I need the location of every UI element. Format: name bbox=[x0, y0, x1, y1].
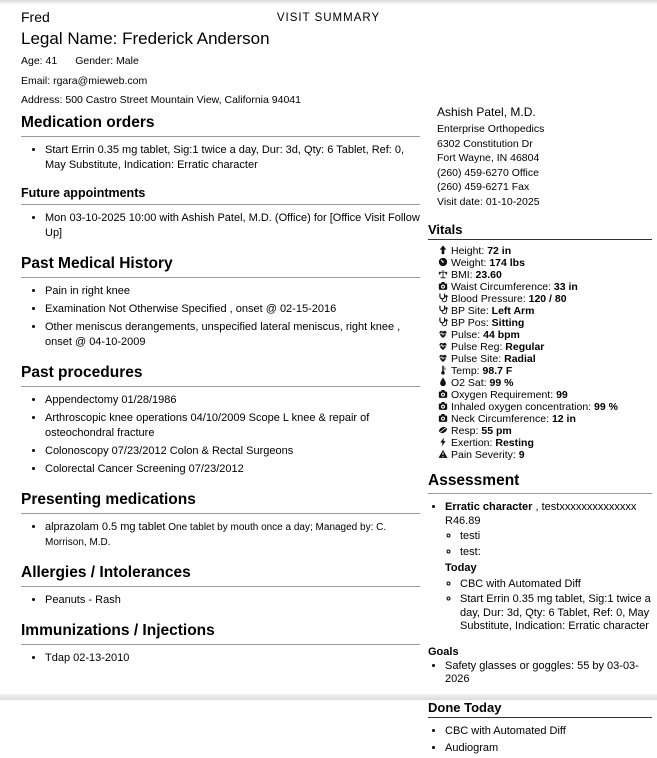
stethoscope-icon bbox=[437, 317, 449, 329]
vital-value: 120 / 80 bbox=[528, 293, 567, 305]
section-heading: Presenting medications bbox=[21, 491, 420, 514]
vital-label: Oxygen Requirement: bbox=[451, 389, 557, 401]
list-item: • Peanuts - Rash bbox=[45, 593, 420, 608]
list-item: • Arthroscopic knee operations 04/10/2009 Scope L knee & repair of osteochondral fracture bbox=[45, 411, 420, 441]
provider-line: 6302 Constitution Dr bbox=[437, 137, 533, 150]
section bbox=[21, 114, 420, 173]
vital-value: 44 bpm bbox=[483, 329, 520, 341]
vital-label: Resp: bbox=[451, 425, 482, 437]
section-bullet-list bbox=[21, 393, 420, 477]
weight-scale-icon bbox=[437, 257, 449, 269]
measure-gauge-icon bbox=[437, 401, 449, 413]
bmi-balance-icon bbox=[437, 269, 449, 281]
bolt-icon bbox=[437, 437, 449, 449]
vital-row bbox=[437, 317, 652, 329]
section-heading: Medication orders bbox=[21, 114, 420, 137]
vital-row bbox=[437, 341, 652, 353]
section-heading: Allergies / Intolerances bbox=[21, 564, 420, 587]
stethoscope-icon bbox=[437, 293, 449, 305]
vital-value: 98.7 F bbox=[482, 365, 513, 377]
provider-line: Visit date: 01-10-2025 bbox=[437, 195, 540, 208]
assessment-list bbox=[428, 501, 652, 634]
section-heading: Future appointments bbox=[21, 186, 420, 205]
assessment-today-item: ◦ CBC with Automated Diff bbox=[460, 578, 652, 592]
vital-row bbox=[437, 389, 652, 401]
vitals-heading: Vitals bbox=[428, 222, 652, 240]
goals-heading: Goals bbox=[428, 645, 459, 658]
section bbox=[21, 364, 420, 477]
report-title: VISIT SUMMARY bbox=[276, 12, 381, 24]
section bbox=[21, 622, 420, 666]
left-column bbox=[21, 114, 420, 669]
provider-line: (260) 459-6271 Fax bbox=[437, 181, 530, 193]
list-item: • Examination Not Otherwise Specified , onset @ 02-15-2016 bbox=[45, 302, 420, 317]
vital-row bbox=[437, 281, 652, 293]
provider-lines bbox=[437, 122, 652, 209]
assessment-sub-item: ◦ testi bbox=[460, 530, 652, 544]
vital-row bbox=[437, 245, 652, 257]
vital-value: 23.60 bbox=[475, 269, 502, 281]
provider-line: Enterprise Orthopedics bbox=[437, 123, 545, 135]
vital-value: 33 in bbox=[553, 281, 578, 293]
height-arrow-up-icon bbox=[437, 245, 449, 257]
assessment-diagnosis: Erratic character bbox=[445, 501, 533, 513]
measure-gauge-icon bbox=[437, 413, 449, 425]
stethoscope-icon bbox=[437, 305, 449, 317]
vitals-list bbox=[428, 245, 652, 461]
vital-row bbox=[437, 413, 652, 425]
vital-value: 99 % bbox=[594, 401, 618, 413]
assessment-diagnosis-detail: , testxxxxxxxxxxxxxx R46.89 bbox=[445, 501, 637, 527]
section-bullet-list bbox=[21, 211, 420, 241]
list-item-detail: One tablet by mouth once a day; Managed by: C. Morrison, M.D. bbox=[45, 522, 387, 548]
patient-header bbox=[21, 8, 421, 109]
vital-value: 55 pm bbox=[481, 425, 512, 437]
section-bullet-list bbox=[21, 593, 420, 608]
list-item: • Tdap 02-13-2010 bbox=[45, 651, 420, 666]
thermometer-icon bbox=[437, 365, 449, 377]
assessment-sub-item: ◦ test: bbox=[460, 546, 652, 560]
right-column bbox=[428, 104, 652, 758]
done-today-item: • CBC with Automated Diff bbox=[445, 724, 652, 739]
vital-row bbox=[437, 305, 652, 317]
droplet-icon bbox=[437, 377, 449, 389]
list-item: • Appendectomy 01/28/1986 bbox=[45, 393, 420, 408]
vital-row bbox=[437, 257, 652, 269]
vital-label: Weight: bbox=[451, 257, 490, 269]
provider-block bbox=[428, 104, 652, 209]
heart-pulse-icon bbox=[437, 329, 449, 341]
vital-row bbox=[437, 269, 652, 281]
vital-label: Height: bbox=[451, 245, 488, 257]
section-bullet-list bbox=[21, 520, 420, 550]
vital-label: Pain Severity: bbox=[451, 449, 519, 461]
section-bullet-list bbox=[21, 651, 420, 666]
vital-row bbox=[437, 353, 652, 365]
section-bullet-list bbox=[21, 284, 420, 350]
vital-label: Blood Pressure: bbox=[451, 293, 529, 305]
vital-value: 99 bbox=[556, 389, 568, 401]
vital-label: BMI: bbox=[451, 269, 476, 281]
assessment-today-label: Today bbox=[445, 562, 477, 574]
vital-value: 174 lbs bbox=[489, 257, 525, 269]
patient-email: Email: rgara@mieweb.com bbox=[21, 74, 148, 87]
vital-label: Pulse: bbox=[451, 329, 484, 341]
vital-label: Temp: bbox=[451, 365, 483, 377]
provider-line: (260) 459-6270 Office bbox=[437, 166, 539, 179]
vital-value: Regular bbox=[505, 341, 545, 353]
list-item: • Colonoscopy 07/23/2012 Colon & Rectal Surgeons bbox=[45, 444, 420, 459]
measure-gauge-icon bbox=[437, 281, 449, 293]
vital-row bbox=[437, 437, 652, 449]
patient-address: Address: 500 Castro Street Mountain View, California 94041 bbox=[21, 94, 301, 106]
vital-value: Resting bbox=[495, 437, 534, 449]
list-item: • Other meniscus derangements, unspecified lateral meniscus, right knee , onset @ 04-10-2009 bbox=[45, 320, 420, 350]
vital-value: Radial bbox=[504, 353, 536, 365]
patient-legal-name: Legal Name: Frederick Anderson bbox=[21, 29, 270, 48]
resp-fan-icon bbox=[437, 425, 449, 437]
vital-label: Waist Circumference: bbox=[451, 281, 554, 293]
vital-label: Neck Circumference: bbox=[451, 413, 552, 425]
vital-value: 72 in bbox=[487, 245, 512, 257]
vital-row bbox=[437, 365, 652, 377]
vital-row bbox=[437, 377, 652, 389]
vital-row bbox=[437, 401, 652, 413]
provider-line: Fort Wayne, IN 46804 bbox=[437, 152, 540, 164]
patient-age: Age: 41 bbox=[21, 55, 58, 67]
patient-first-name: Fred bbox=[21, 9, 50, 25]
vital-label: BP Site: bbox=[451, 305, 492, 317]
vital-row bbox=[437, 329, 652, 341]
vital-label: Pulse Reg: bbox=[451, 341, 506, 353]
list-item: • Colorectal Cancer Screening 07/23/2012 bbox=[45, 462, 420, 477]
warning-triangle-icon bbox=[437, 449, 449, 461]
page-top-fade bbox=[0, 0, 657, 5]
list-item: • Mon 03-10-2025 10:00 with Ashish Patel, M.D. (Office) for [Office Visit Follow Up] bbox=[45, 211, 420, 241]
vital-value: 99 % bbox=[489, 377, 514, 389]
section-heading: Past Medical History bbox=[21, 255, 420, 278]
assessment-today-item: ◦ Start Errin 0.35 mg tablet, Sig:1 twice a day, Dur: 3d, Qty: 6 Tablet, Ref: 0, May Substitute, Indication: Erratic character bbox=[460, 593, 652, 634]
heart-pulse-icon bbox=[437, 353, 449, 365]
section bbox=[21, 491, 420, 550]
section bbox=[21, 255, 420, 350]
section bbox=[21, 564, 420, 608]
goal-item: • Safety glasses or goggles: 55 by 03-03-2026 bbox=[445, 660, 652, 687]
vital-label: Exertion: bbox=[451, 437, 496, 449]
list-item: • alprazolam 0.5 mg tablet One tablet by mouth once a day; Managed by: C. Morrison, M.D. bbox=[45, 520, 420, 550]
vital-value: 12 in bbox=[551, 413, 576, 425]
vital-label: BP Pos: bbox=[451, 317, 492, 329]
vital-label: O2 Sat: bbox=[451, 377, 490, 389]
vital-value: Left Arm bbox=[491, 305, 535, 317]
section bbox=[21, 186, 420, 241]
done-today-list bbox=[428, 724, 652, 756]
assessment-item bbox=[445, 501, 652, 634]
patient-gender: Gender: Male bbox=[75, 55, 139, 67]
assessment-heading: Assessment bbox=[428, 472, 652, 494]
vital-row bbox=[437, 449, 652, 461]
done-today-item: • Audiogram bbox=[445, 741, 652, 756]
section-bullet-list bbox=[21, 143, 420, 173]
heart-pulse-icon bbox=[437, 341, 449, 353]
vital-row bbox=[437, 293, 652, 305]
list-item: • Pain in right knee bbox=[45, 284, 420, 299]
goals-list bbox=[428, 660, 652, 687]
section-heading: Past procedures bbox=[21, 364, 420, 387]
vital-label: Pulse Site: bbox=[451, 353, 505, 365]
measure-gauge-icon bbox=[437, 389, 449, 401]
vital-label: Inhaled oxygen concentration: bbox=[451, 401, 595, 413]
vital-value: 9 bbox=[518, 449, 525, 461]
vital-row bbox=[437, 425, 652, 437]
assessment-today-list bbox=[445, 578, 652, 634]
done-today-heading: Done Today bbox=[428, 700, 652, 718]
list-item: • Start Errin 0.35 mg tablet, Sig:1 twice a day, Dur: 3d, Qty: 6 Tablet, Ref: 0, May Substitute, Indication: Erratic character bbox=[45, 143, 420, 173]
patient-demographics bbox=[21, 54, 421, 70]
page-bottom-bar bbox=[0, 694, 657, 700]
provider-name: Ashish Patel, M.D. bbox=[437, 105, 536, 119]
vital-value: Sitting bbox=[491, 317, 525, 329]
assessment-sub-list bbox=[445, 530, 652, 559]
section-heading: Immunizations / Injections bbox=[21, 622, 420, 645]
